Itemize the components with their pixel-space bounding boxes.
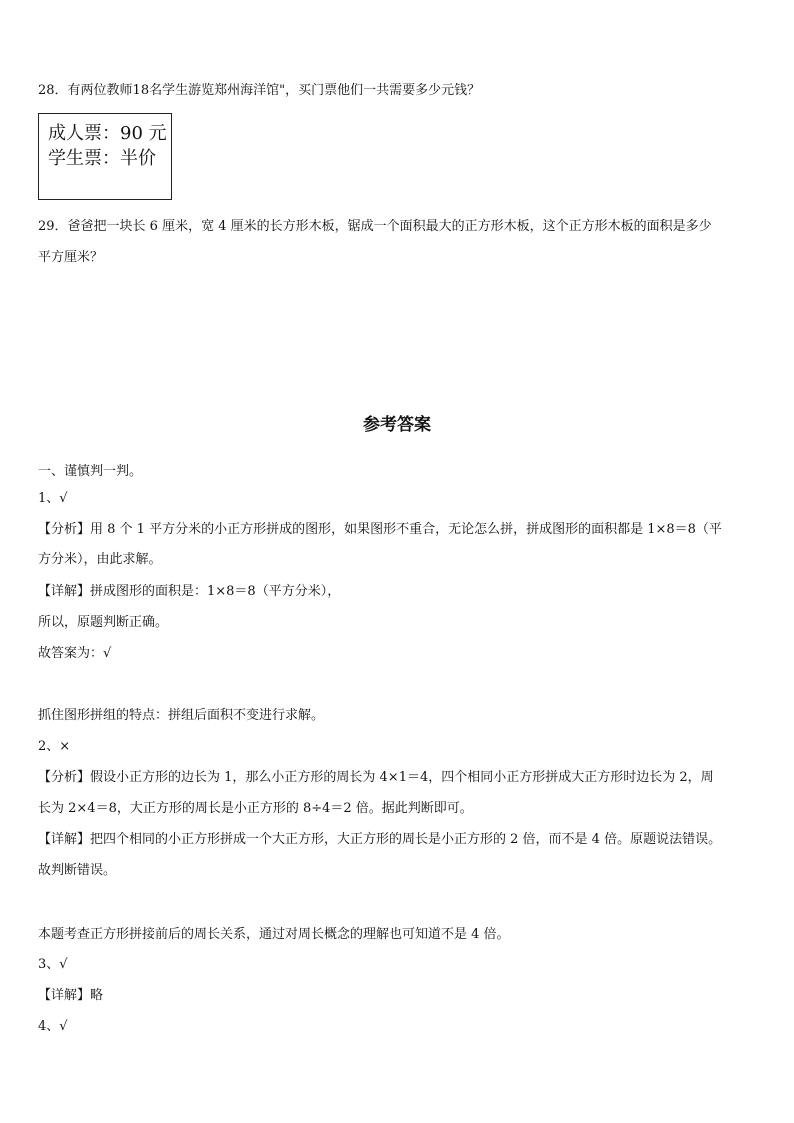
answer-3-head: 3、√ (38, 957, 68, 972)
answer-1-answer: 故答案为：√ (38, 646, 112, 661)
answer-2-note: 本题考查正方形拼接前后的周长关系，通过对周长概念的理解也可知道不是 4 倍。 (38, 927, 510, 942)
ticket-price-box (38, 113, 172, 200)
question-29-line2: 平方厘米？ (38, 250, 104, 265)
answer-1-so: 所以，原题判断正确。 (38, 615, 169, 630)
answer-2-analysis-line1: 【分析】假设小正方形的边长为 1，那么小正方形的周长为 4×1＝4，四个相同小正方形拼成大正方形时边长为 2，周 (38, 770, 714, 785)
answer-1-note: 抓住图形拼组的特点：拼组后面积不变进行求解。 (38, 708, 325, 723)
answer-2-conclusion: 故判断错误。 (38, 863, 117, 878)
answer-1-detail: 【详解】拼成图形的面积是：1×8＝8（平方分米）， (38, 584, 341, 599)
question-28: 28．有两位教师18名学生游览郑州海洋馆"，买门票他们一共需要多少元钱？ (38, 83, 481, 98)
adult-ticket-price: 成人票：90 元 (48, 123, 167, 144)
answer-1-analysis-line1: 【分析】用 8 个 1 平方分米的小正方形拼成的图形，如果图形不重合，无论怎么拼，拼成图形的面积都是 1×8＝8（平 (38, 522, 722, 537)
student-ticket-price: 学生票：半价 (48, 148, 156, 169)
answer-3-detail: 【详解】略 (38, 988, 104, 1003)
answer-2-analysis-line2: 长为 2×4＝8，大正方形的周长是小正方形的 8÷4＝2 倍。据此判断即可。 (38, 801, 473, 816)
section-1-heading: 一、谨慎判一判。 (38, 464, 143, 479)
answer-2-detail: 【详解】把四个相同的小正方形拼成一个大正方形，大正方形的周长是小正方形的 2 倍，而不是 4 倍。原题说法错误。 (38, 832, 722, 847)
answers-title: 参考答案 (363, 415, 431, 435)
answer-1-analysis-line2: 方分米），由此求解。 (38, 552, 162, 567)
answer-4-head: 4、√ (38, 1019, 68, 1034)
answer-1-head: 1、√ (38, 491, 68, 506)
answer-2-head: 2、× (38, 739, 71, 754)
question-29-line1: 29．爸爸把一块长 6 厘米，宽 4 厘米的长方形木板，锯成一个面积最大的正方形木板，这个正方形木板的面积是多少 (38, 219, 712, 234)
